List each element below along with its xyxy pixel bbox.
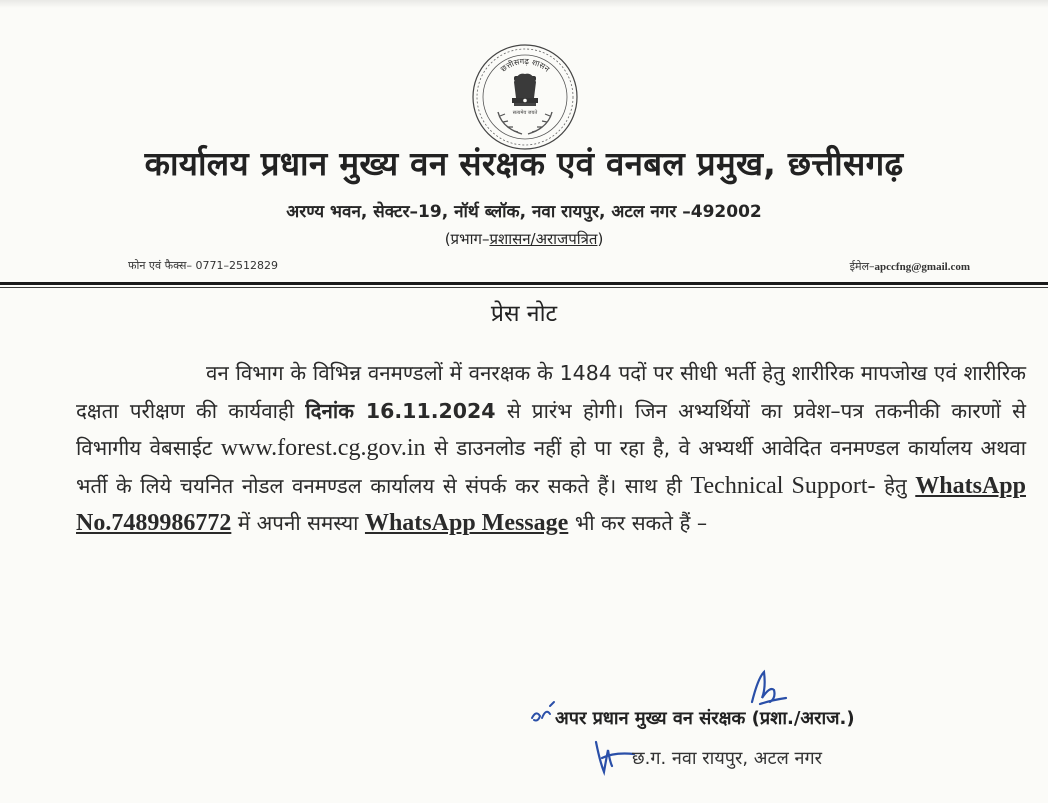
email-address: apccfng@gmail.com xyxy=(874,261,970,273)
svg-text:सत्यमेव जयते: सत्यमेव जयते xyxy=(512,110,538,116)
phone-fax: फोन एवं फैक्स– 0771–2512829 xyxy=(128,259,278,272)
header-divider-thick xyxy=(0,282,1048,285)
division-name: प्रशासन/अराजपत्रित xyxy=(489,230,598,248)
signatory-designation: अपर प्रधान मुख्य वन संरक्षक (प्रशा./अराज.) xyxy=(555,708,855,729)
forwarding-signature xyxy=(590,732,638,780)
header-divider-thin xyxy=(0,287,1048,288)
body-text-1: वन विभाग के विभिन्न वनमण्डलों में वनरक्षक के 1484 पदों पर सीधी भर्ती हेतु शारीरिक मापजोख एवं शारीरिक दक्षता परीक्षण की कार्यवाही xyxy=(76,361,1026,423)
division-line xyxy=(0,229,1048,249)
whatsapp-number: WhatsApp No.7489986772 xyxy=(76,472,1026,536)
division-prefix: (प्रभाग– xyxy=(444,230,490,248)
emblem-text: छत्तीसगढ़ शासन xyxy=(498,56,552,74)
signatory-place: छ.ग. नवा रायपुर, अटल नगर xyxy=(632,748,823,769)
recruitment-date: दिनांक 16.11.2024 xyxy=(305,398,496,423)
state-emblem-seal xyxy=(470,42,580,152)
email-line xyxy=(850,259,970,274)
body-text-2: से प्रारंभ होगी। जिन अभ्यर्थियों का प्रवेश–पत्र तकनीकी कारणों से विभागीय वेबसाईट xyxy=(76,398,1027,460)
body-text-5: में अपनी समस्या xyxy=(231,511,365,535)
press-note-heading: प्रेस नोट xyxy=(490,301,558,327)
website-url: www.forest.cg.gov.in xyxy=(220,435,426,461)
whatsapp-message-label: WhatsApp Message xyxy=(364,510,569,536)
body-text-3: से डाउनलोड नहीं हो पा रहा है, वे अभ्यर्थी आवेदित वनमण्डल कार्यालय अथवा भर्ती के लिये चयनित नोडल वनमण्डल कार्यालय से संपर्क कर सकते हैं। साथ ही xyxy=(76,436,1026,498)
office-address: अरण्य भवन, सेक्टर–19, नॉर्थ ब्लॉक, नवा रायपुर, अटल नगर –492002 xyxy=(286,202,762,222)
technical-support-label: Technical Support- xyxy=(690,472,876,499)
division-suffix: ) xyxy=(597,230,604,248)
office-title: कार्यालय प्रधान मुख्य वन संरक्षक एवं वनबल प्रमुख, छत्तीसगढ़ xyxy=(144,144,904,183)
scan-top-shadow xyxy=(0,0,1048,8)
body-text-6: भी कर सकते हैं – xyxy=(568,511,708,535)
press-note-body xyxy=(76,355,1026,543)
email-label: ईमेल– xyxy=(849,260,875,273)
body-text-4: हेतु xyxy=(875,473,916,498)
